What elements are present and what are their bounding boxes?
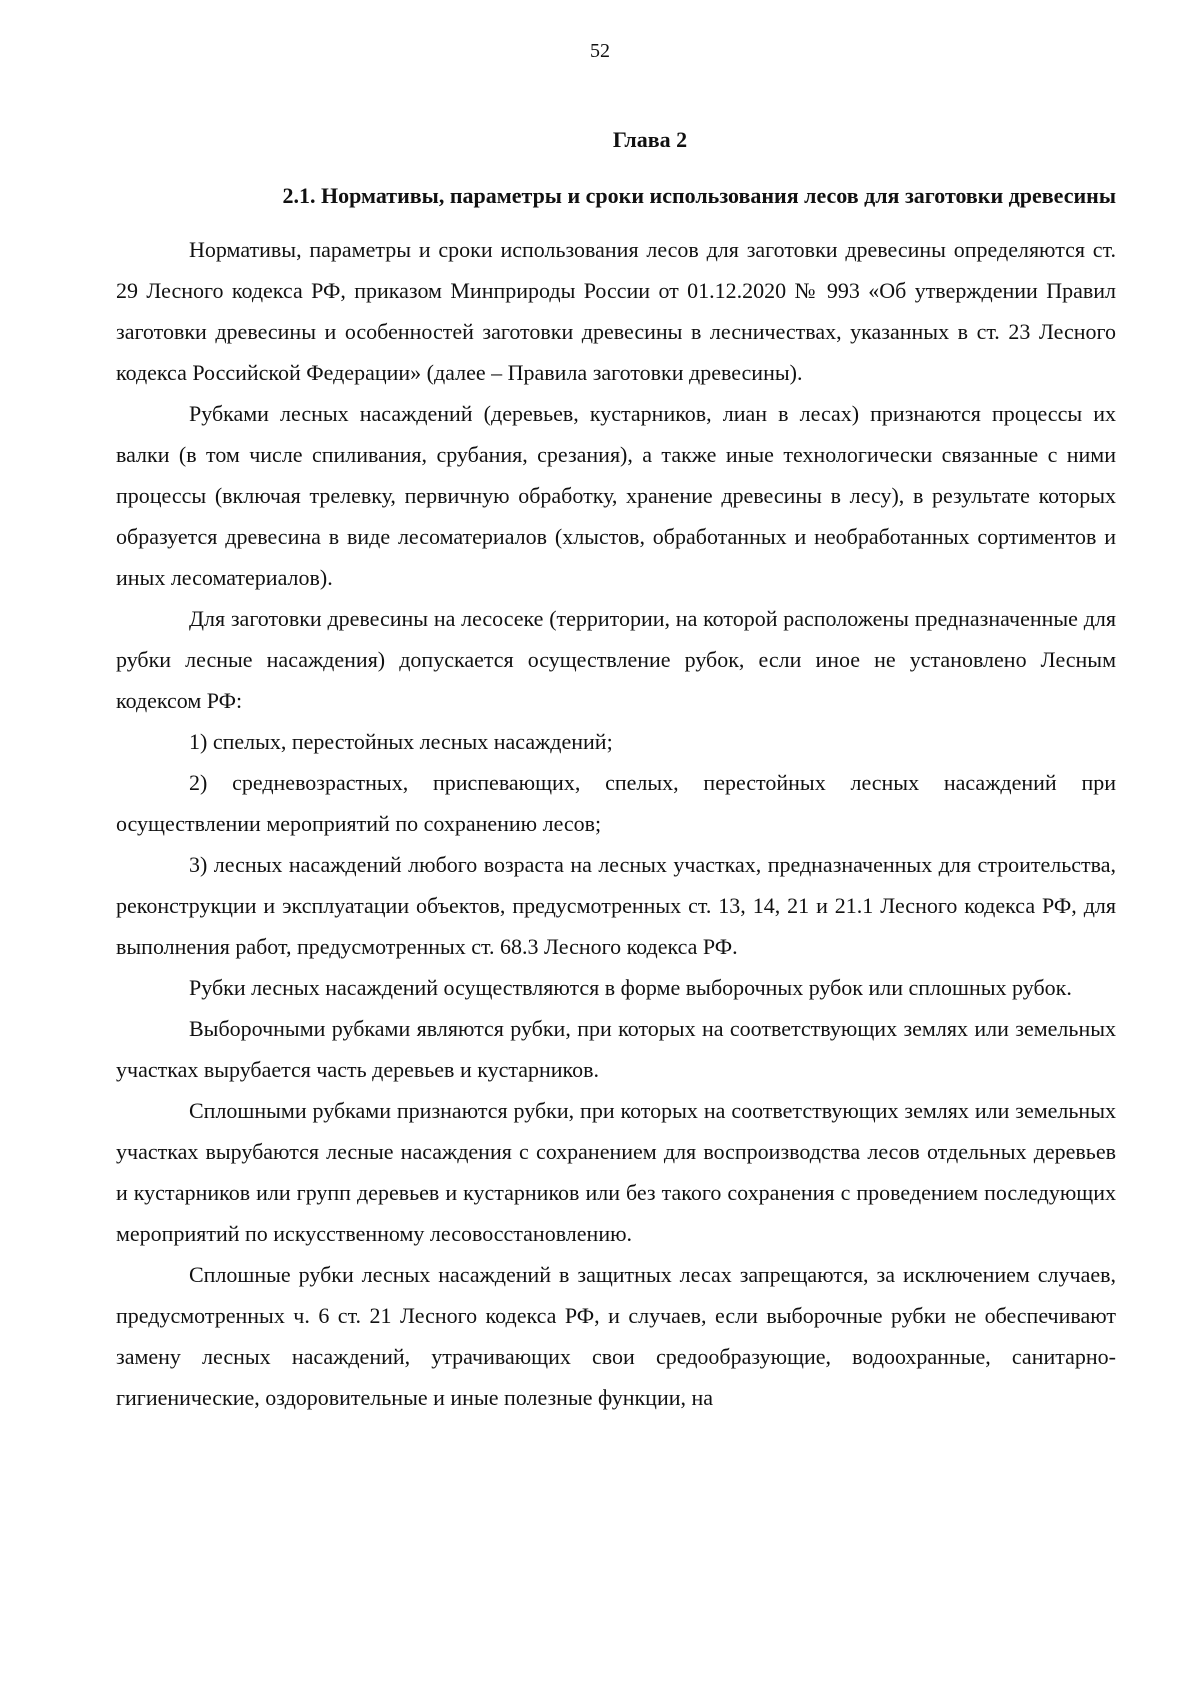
paragraph-5: Выборочными рубками являются рубки, при которых на соответствующих землях или земельных участках вырубается часть деревьев и кустарников. [116,1016,1116,1082]
paragraph-4: Рубки лесных насаждений осуществляются в форме выборочных рубок или сплошных рубок. [189,975,1072,1000]
chapter-heading: Глава 2 [612,127,688,152]
section-title: 2.1. Нормативы, параметры и сроки использования лесов для заготовки древесины [282,183,1116,208]
list-item-1: 1) спелых, перестойных лесных насаждений; [189,729,613,754]
paragraph-7: Сплошные рубки лесных насаждений в защитных лесах запрещаются, за исключением случаев, предусмотренных ч. 6 ст. 21 Лесного кодекса РФ, и случаев, если выборочные рубки не обеспечивают замену лесных насаждений, утрачивающих свои средообразующие, водоохранные, санитарно-гигиенические, оздоровительные и иные полезные функции, на [116,1262,1116,1410]
paragraph-6: Сплошными рубками признаются рубки, при которых на соответствующих землях или земельных участках вырубаются лесные насаждения с сохранением для воспроизводства лесов отдельных деревьев и кустарников или групп деревьев и кустарников или без такого сохранения с проведением последующих мероприятий по искусственному лесовосстановлению. [116,1098,1116,1246]
list-item-2: 2) средневозрастных, приспевающих, спелых, перестойных лесных насаждений при осуществлении мероприятий по сохранению лесов; [116,770,1116,836]
list-item-3: 3) лесных насаждений любого возраста на лесных участках, предназначенных для строительства, реконструкции и эксплуатации объектов, предусмотренных ст. 13, 14, 21 и 21.1 Лесного кодекса РФ, для выполнения работ, предусмотренных ст. 68.3 Лесного кодекса РФ. [116,852,1116,959]
document-body [116,229,1116,1418]
paragraph-1: Нормативы, параметры и сроки использования лесов для заготовки древесины определяются ст. 29 Лесного кодекса РФ, приказом Минприроды России от 01.12.2020 № 993 «Об утверждении Правил заготовки древесины и особенностей заготовки древесины в лесничествах, указанных в ст. 23 Лесного кодекса Российской Федерации» (далее – Правила заготовки древесины). [116,237,1116,385]
paragraph-3: Для заготовки древесины на лесосеке (территории, на которой расположены предназначенные для рубки лесные насаждения) допускается осуществление рубок, если иное не установлено Лесным кодексом РФ: [116,606,1116,713]
paragraph-2: Рубками лесных насаждений (деревьев, кустарников, лиан в лесах) признаются процессы их валки (в том числе спиливания, срубания, срезания), а также иные технологически связанные с ними процессы (включая трелевку, первичную обработку, хранение древесины в лесу), в результате которых образуется древесина в виде лесоматериалов (хлыстов, обработанных и необработанных сортиментов и иных лесоматериалов). [116,401,1116,590]
page-number: 52 [590,40,610,62]
